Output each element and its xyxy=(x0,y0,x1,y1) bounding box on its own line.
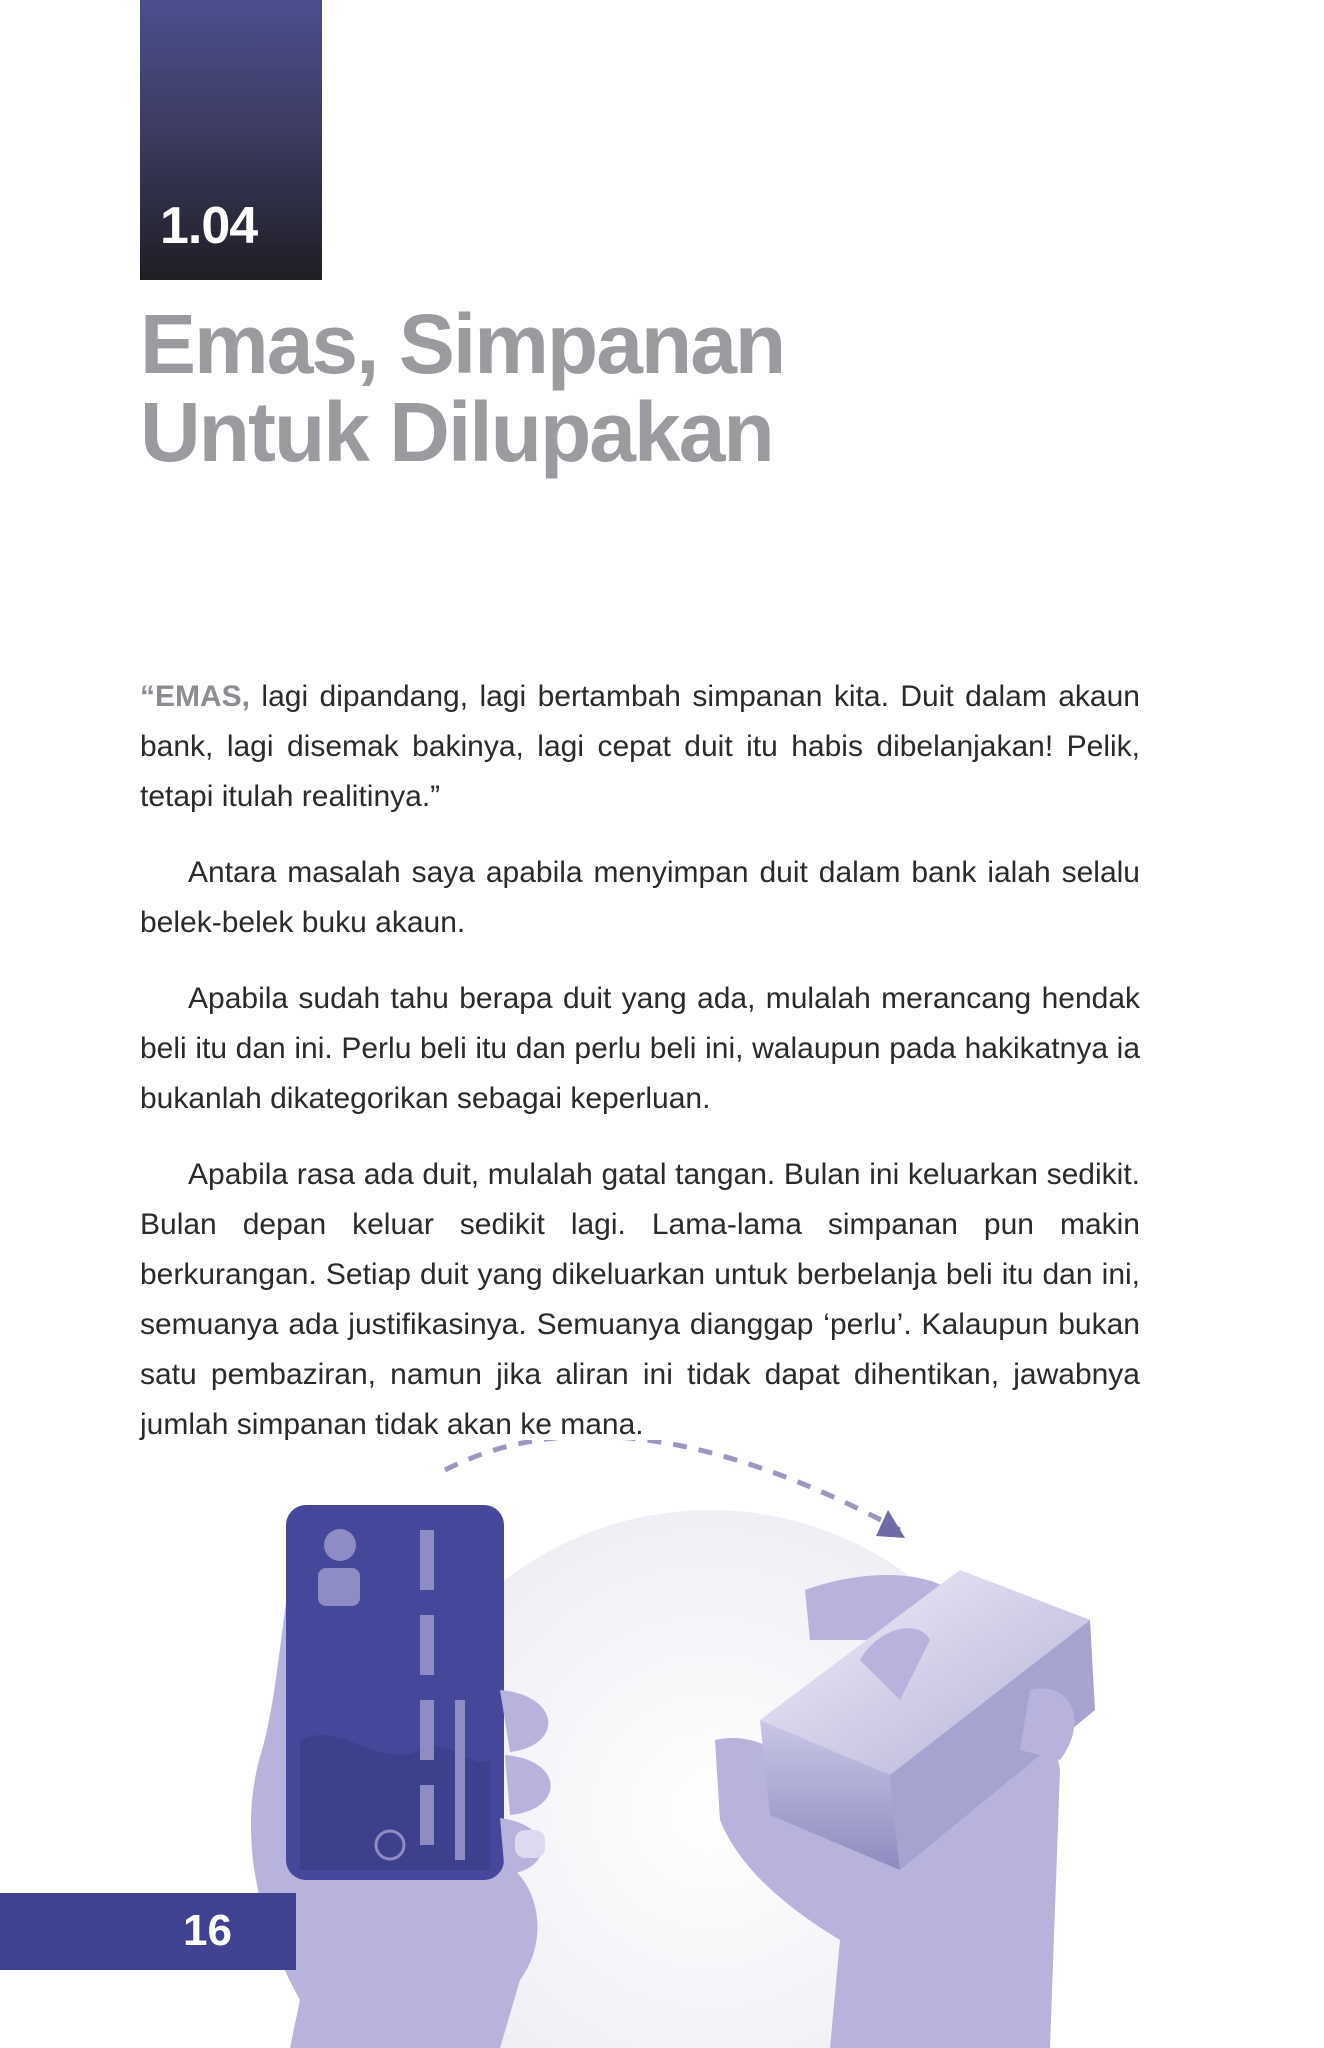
lead-word: “EMAS, xyxy=(140,680,251,713)
paragraph-3: Apabila sudah tahu berapa duit yang ada, mulalah merancang hendak beli itu dan ini. Perlu beli itu dan perlu beli ini, walaupun pada hakikatnya ia bukanlah dikategorikan sebagai keperluan. xyxy=(140,982,1140,1115)
page-number-tab xyxy=(0,1893,296,1970)
chapter-title xyxy=(140,297,785,479)
paragraph-4: Apabila rasa ada duit, mulalah gatal tangan. Bulan ini keluarkan sedikit. Bulan depan keluar sedikit lagi. Lama-lama simpanan pun makin berkurangan. Setiap duit yang dikeluarkan untuk berbelanja beli itu dan ini, semuanya ada justifikasinya. Semuanya dianggap ‘perlu’. Kalaupun bukan satu pembaziran, namun jika aliran ini tidak dapat dihentikan, jawabnya jumlah simpanan tidak akan ke mana. xyxy=(140,1158,1140,1441)
chapter-title-line-1: Emas, Simpanan xyxy=(140,297,785,391)
body-text xyxy=(140,672,1140,1476)
left-hand-fingers xyxy=(500,1690,551,1875)
paragraph-1-text: lagi dipandang, lagi bertambah simpanan kita. Duit dalam akaun bank, lagi disemak bakinya, lagi cepat duit itu habis dibelanjakan! Pelik, tetapi itulah realitinya.” xyxy=(140,680,1140,813)
page-number: 16 xyxy=(183,1906,232,1955)
paragraph-2: Antara masalah saya apabila menyimpan duit dalam bank ialah selalu belek-belek buku akaun. xyxy=(140,856,1140,939)
chapter-number: 1.04 xyxy=(160,197,258,255)
arrow-head-icon xyxy=(876,1510,905,1538)
bank-card-icon xyxy=(286,1505,504,1880)
chapter-title-line-2: Untuk Dilupakan xyxy=(140,385,773,479)
paragraph-1 xyxy=(140,672,1140,822)
